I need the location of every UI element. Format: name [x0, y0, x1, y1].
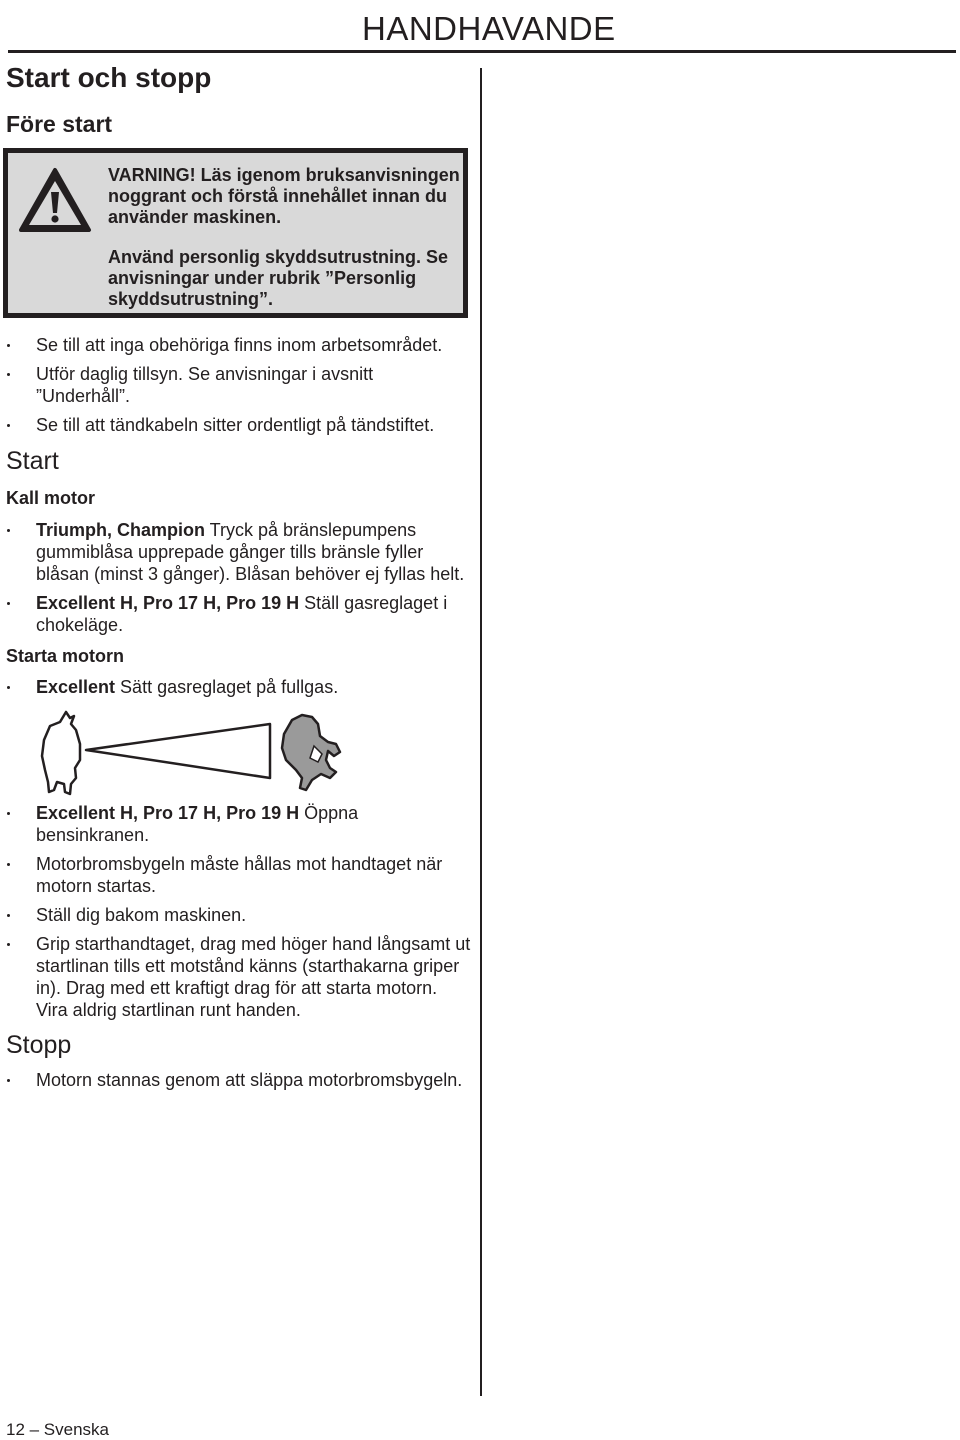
stop-list	[6, 1069, 472, 1091]
warning-paragraph-read-manual: VARNING! Läs igenom bruksanvisningen noggrant och förstå innehållet innan du använder maskinen.	[108, 165, 460, 227]
list-item	[6, 853, 472, 897]
list-item: Utför daglig tillsyn. Se anvisningar i avsnitt ”Underhåll”.	[6, 363, 472, 407]
instruction-text: Grip starthandtaget, drag med höger hand långsamt ut startlinan tills ett motstånd känns (starthakarna griper in). Drag med ett kraftigt drag för att starta motorn. Vira aldrig startlinan runt handen.	[36, 934, 471, 1020]
section-title: Start och stopp	[6, 62, 212, 93]
instruction-text: Öppna bensinkranen.	[36, 803, 359, 845]
column-divider	[480, 68, 482, 1396]
subsection-title-start: Start	[6, 447, 59, 475]
warning-box	[3, 148, 468, 318]
start-engine-steps-list	[6, 802, 472, 1021]
warning-paragraph-protective-equipment: Använd personlig skyddsutrustning. Se anvisningar under rubrik ”Personlig skyddsutrustning”.	[108, 247, 449, 309]
warning-text	[108, 165, 468, 310]
model-names: Triumph, Champion	[36, 520, 205, 540]
heading-cold-engine: Kall motor	[6, 488, 96, 508]
throttle-wedge-icon	[86, 724, 270, 778]
instruction-text: Sätt gasreglaget på fullgas.	[115, 677, 339, 697]
cold-engine-list	[6, 519, 472, 636]
heading-start-engine: Starta motorn	[6, 646, 125, 666]
throttle-speed-symbol	[30, 704, 350, 804]
instruction-text: Ställ dig bakom maskinen.	[36, 905, 247, 925]
subsection-title-stop: Stopp	[6, 1031, 72, 1059]
subsection-title-before-start: Före start	[6, 111, 113, 137]
list-item	[6, 676, 472, 698]
model-names: Excellent H, Pro 17 H, Pro 19 H	[36, 803, 300, 823]
list-item	[6, 519, 472, 585]
list-item	[6, 802, 472, 846]
header-rule	[8, 50, 956, 53]
list-item: Se till att inga obehöriga finns inom arbetsområdet.	[6, 334, 472, 356]
list-item: Se till att tändkabeln sitter ordentligt på tändstiftet.	[6, 414, 472, 436]
warning-triangle-icon	[18, 167, 92, 233]
page-footer: 12 – Svenska	[6, 1420, 110, 1439]
list-item	[6, 933, 472, 1021]
list-item: Motorn stannas genom att släppa motorbromsbygeln.	[6, 1069, 472, 1091]
instruction-text: Ställ gasreglaget i chokeläge.	[36, 593, 448, 635]
model-names: Excellent	[36, 677, 116, 697]
instruction-text: Tryck på bränslepumpens gummiblåsa upprepade gånger tills bränsle fyller blåsan (minst 3 gånger). Blåsan behöver ej fyllas helt.	[36, 520, 465, 584]
list-item	[6, 592, 472, 636]
hare-icon	[282, 715, 340, 790]
model-names: Excellent H, Pro 17 H, Pro 19 H	[36, 593, 300, 613]
instruction-text: Motorbromsbygeln måste hållas mot handtaget när motorn startas.	[36, 854, 443, 896]
list-item	[6, 904, 472, 926]
start-engine-list	[6, 676, 472, 698]
before-start-list	[6, 334, 472, 436]
turtle-icon	[42, 712, 80, 794]
running-header: HANDHAVANDE	[362, 10, 616, 47]
